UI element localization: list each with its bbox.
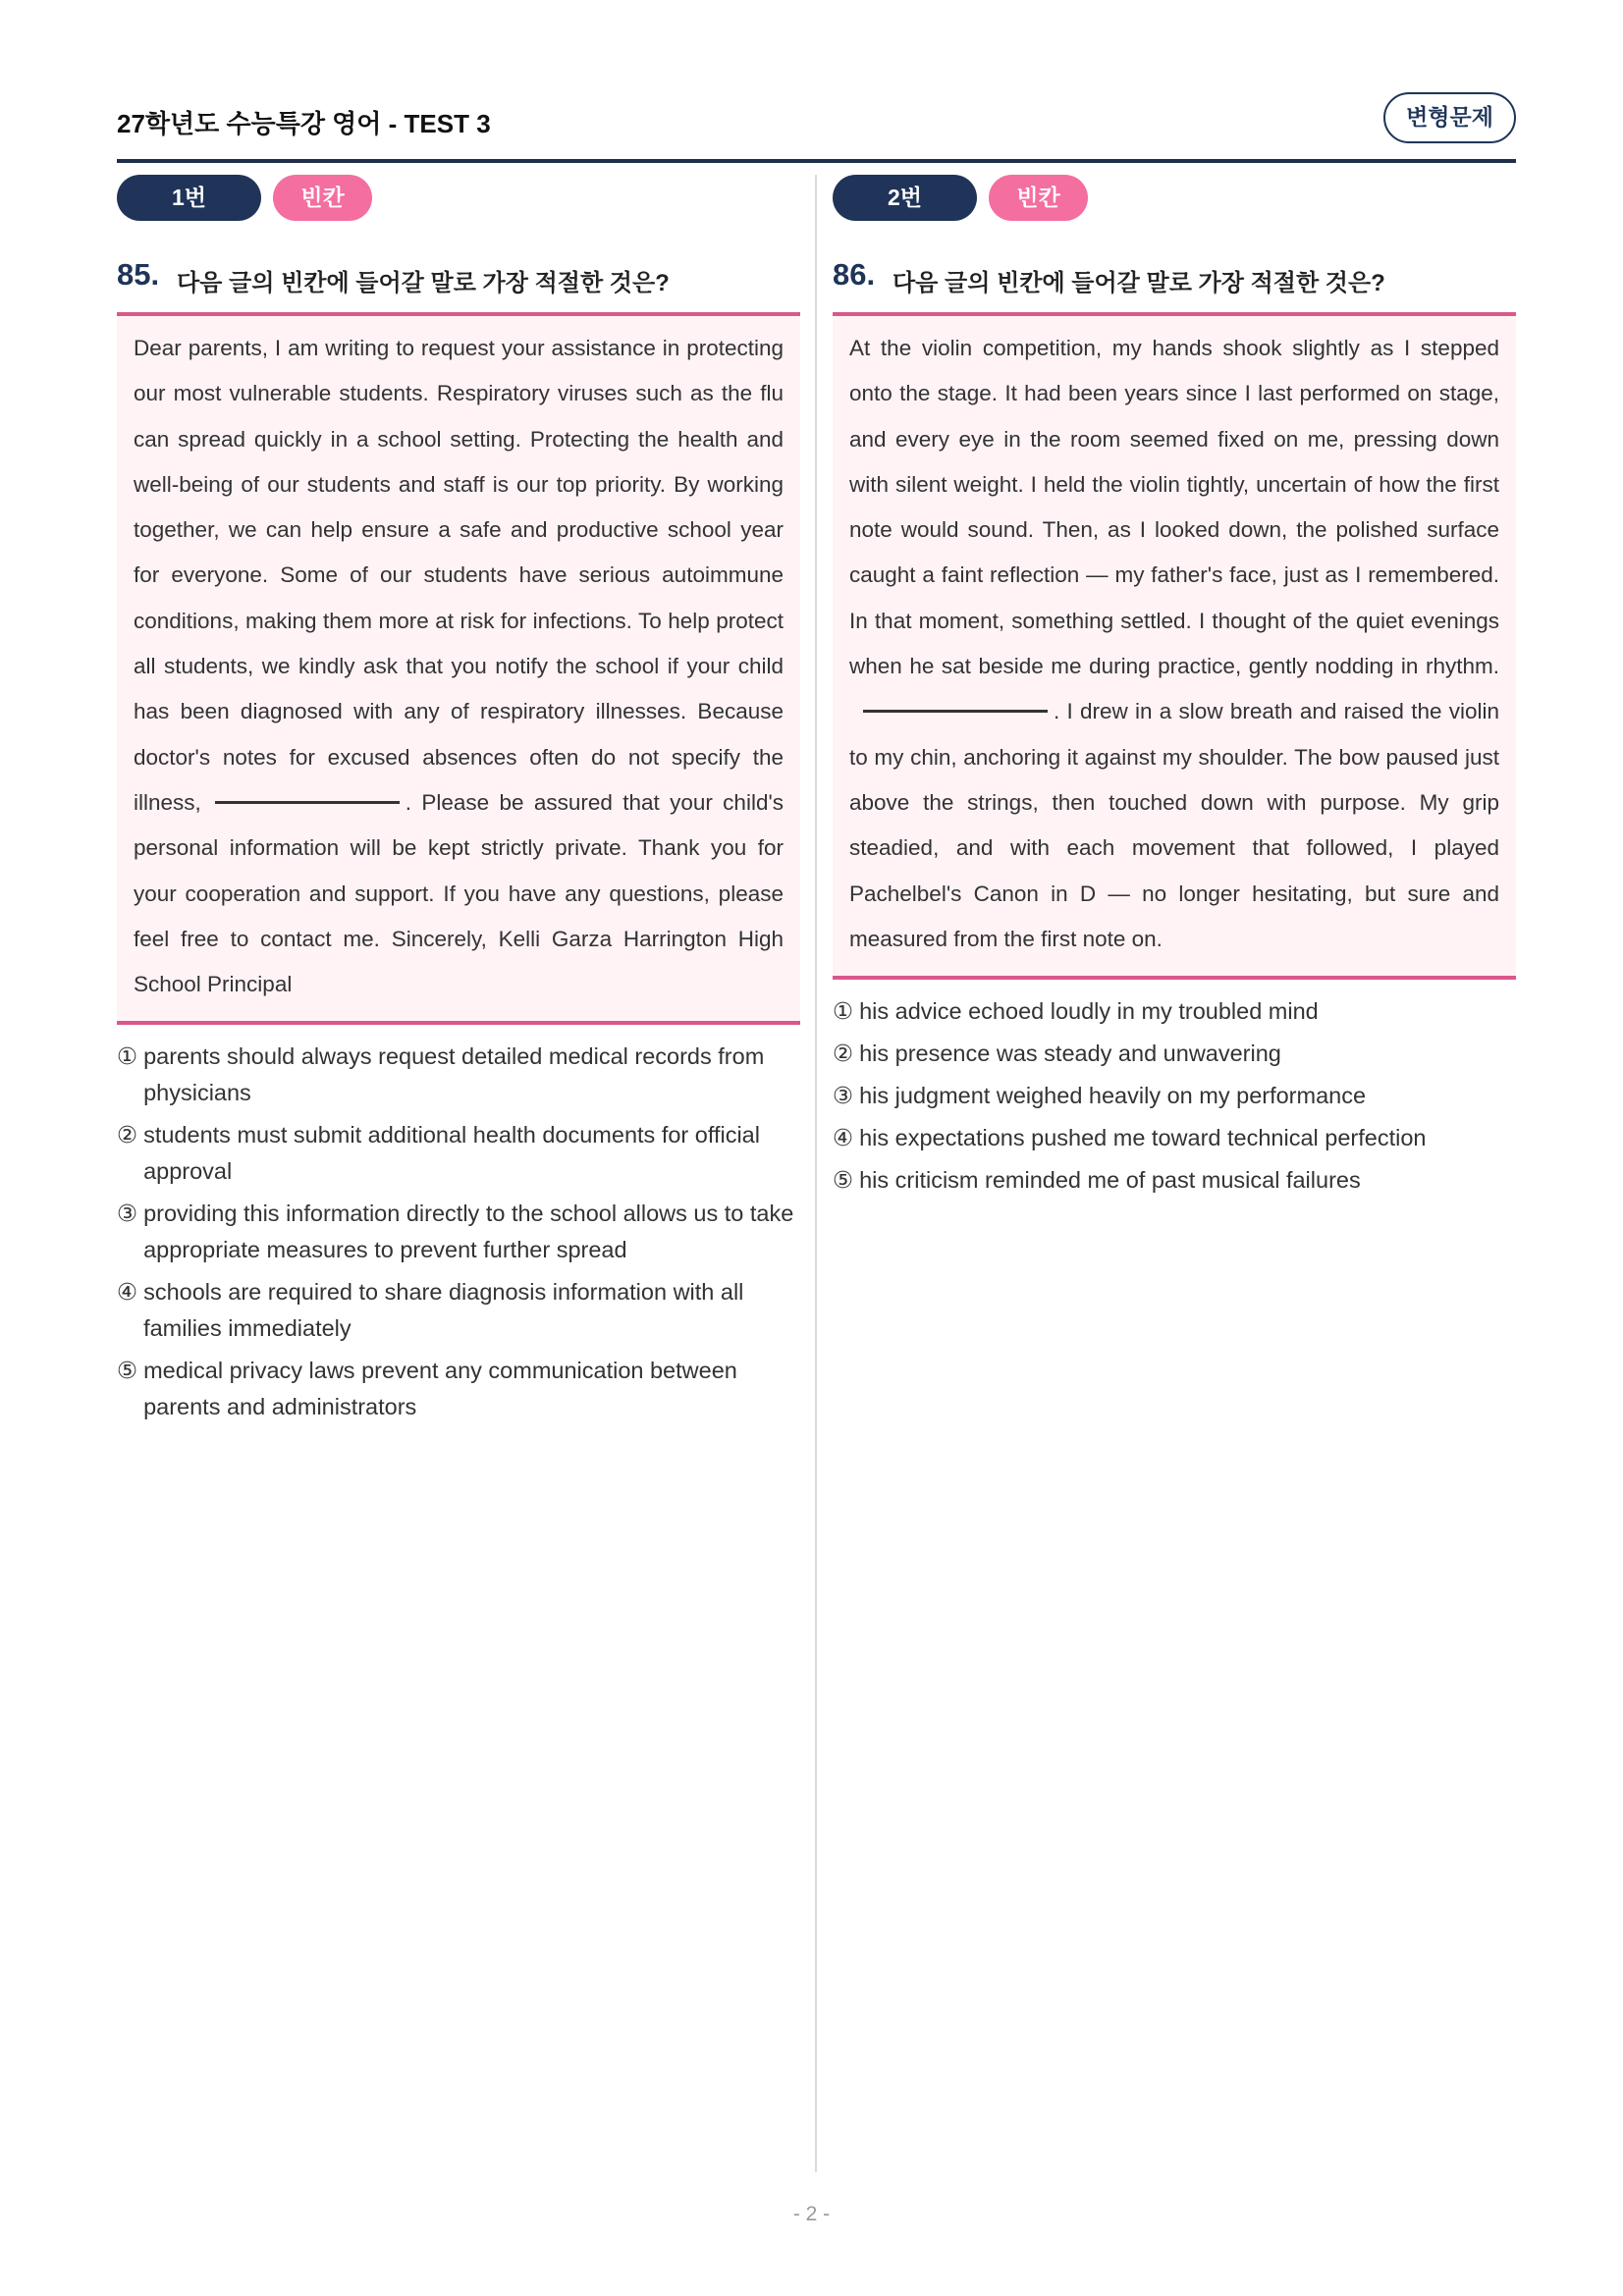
question-type-tag: 빈칸 [989, 175, 1088, 221]
choice-text: his advice echoed loudly in my troubled mind [859, 998, 1319, 1024]
choice-text: providing this information directly to the school allows us to take appropriate measures to prevent further spread [143, 1201, 794, 1262]
choice-1[interactable] [117, 1039, 800, 1111]
passage-box [833, 316, 1516, 980]
page-title: 27학년도 수능특강 영어 - TEST 3 [117, 109, 491, 138]
page-number: - 2 - [792, 2203, 831, 2225]
choice-2[interactable] [117, 1117, 800, 1190]
choice-3[interactable] [117, 1196, 800, 1268]
choice-text: schools are required to share diagnosis information with all families immediately [143, 1279, 744, 1341]
question-86 [833, 175, 1516, 1193]
column-divider [815, 175, 817, 2172]
passage-after-blank: . I drew in a slow breath and raised the violin to my chin, anchoring it against my shoulder. The bow paused just above the strings, then touched down with purpose. My grip steadied, and with each movement that followed, I played Pachelbel's Canon in D — no longer hesitating, but sure and measured from the first note on. [849, 699, 1499, 951]
question-number-tag: 2번 [833, 175, 977, 221]
answer-blank [215, 801, 400, 804]
choice-2[interactable] [833, 1036, 1516, 1072]
question-number: 85. [117, 257, 160, 292]
choice-5[interactable] [117, 1353, 800, 1425]
choice-marker: ⑤ [833, 1167, 854, 1193]
choice-marker: ④ [833, 1125, 854, 1150]
question-prompt: 다음 글의 빈칸에 들어갈 말로 가장 적절한 것은? [177, 270, 670, 296]
answer-choices [833, 993, 1516, 1204]
choice-text: his presence was steady and unwavering [859, 1041, 1281, 1066]
question-85 [117, 175, 800, 1419]
passage-text [134, 326, 784, 1007]
question-type-tag: 빈칸 [273, 175, 372, 221]
choice-marker: ② [833, 1041, 854, 1066]
answer-blank [863, 710, 1048, 713]
choice-text: his judgment weighed heavily on my performance [859, 1083, 1367, 1108]
choice-marker: ③ [117, 1201, 138, 1226]
question-number-tag: 1번 [117, 175, 261, 221]
choice-text: his criticism reminded me of past musical failures [859, 1167, 1361, 1193]
passage-box [117, 316, 800, 1025]
question-prompt: 다음 글의 빈칸에 들어갈 말로 가장 적절한 것은? [893, 270, 1385, 296]
answer-choices [117, 1039, 800, 1431]
choice-marker: ③ [833, 1083, 854, 1108]
passage-text [849, 326, 1499, 962]
choice-text: students must submit additional health documents for official approval [143, 1122, 760, 1184]
choice-marker: ① [833, 998, 854, 1024]
passage-before-blank: At the violin competition, my hands shook slightly as I stepped onto the stage. It had been years since I last performed on stage, and every eye in the room seemed fixed on me, pressing down with silent weight. I held the violin tightly, uncertain of how the first note would sound. Then, as I looked down, the polished surface caught a faint reflection — my father's face, just as I remembered. In that moment, something settled. I thought of the quiet evenings when he sat beside me during practice, gently nodding in rhythm. [849, 336, 1499, 679]
choice-4[interactable] [833, 1120, 1516, 1156]
choice-1[interactable] [833, 993, 1516, 1030]
question-heading [833, 257, 1516, 316]
choice-5[interactable] [833, 1162, 1516, 1199]
choice-text: parents should always request detailed medical records from physicians [143, 1043, 765, 1105]
question-number: 86. [833, 257, 876, 292]
passage-after-blank: . Please be assured that your child's personal information will be kept strictly private. Thank you for your cooperation and support. If you have any questions, please feel free to contact me. Sincerely, Kelli Garza Harrington High School Principal [134, 789, 784, 997]
choice-marker: ④ [117, 1279, 138, 1305]
question-tags [117, 175, 800, 222]
choice-marker: ① [117, 1043, 138, 1069]
variant-badge: 변형문제 [1383, 92, 1516, 143]
page-header [117, 90, 1516, 163]
question-tags [833, 175, 1516, 222]
choice-3[interactable] [833, 1078, 1516, 1114]
choice-marker: ② [117, 1122, 138, 1148]
passage-before-blank: Dear parents, I am writing to request your assistance in protecting our most vulnerable students. Respiratory viruses such as the flu can spread quickly in a school setting. Protecting the health and well-being of our students and staff is our top priority. By working together, we can help ensure a safe and productive school year for everyone. Some of our students have serious autoimmune conditions, making them more at risk for infections. To help protect all students, we kindly ask that you notify the school if your child has been diagnosed with any of respiratory illnesses. Because doctor's notes for excused absences often do not specify the illness, [134, 336, 784, 815]
choice-4[interactable] [117, 1274, 800, 1347]
choice-marker: ⑤ [117, 1358, 138, 1383]
choice-text: his expectations pushed me toward technical perfection [859, 1125, 1427, 1150]
question-heading [117, 257, 800, 316]
choice-text: medical privacy laws prevent any communication between parents and administrators [143, 1358, 737, 1419]
